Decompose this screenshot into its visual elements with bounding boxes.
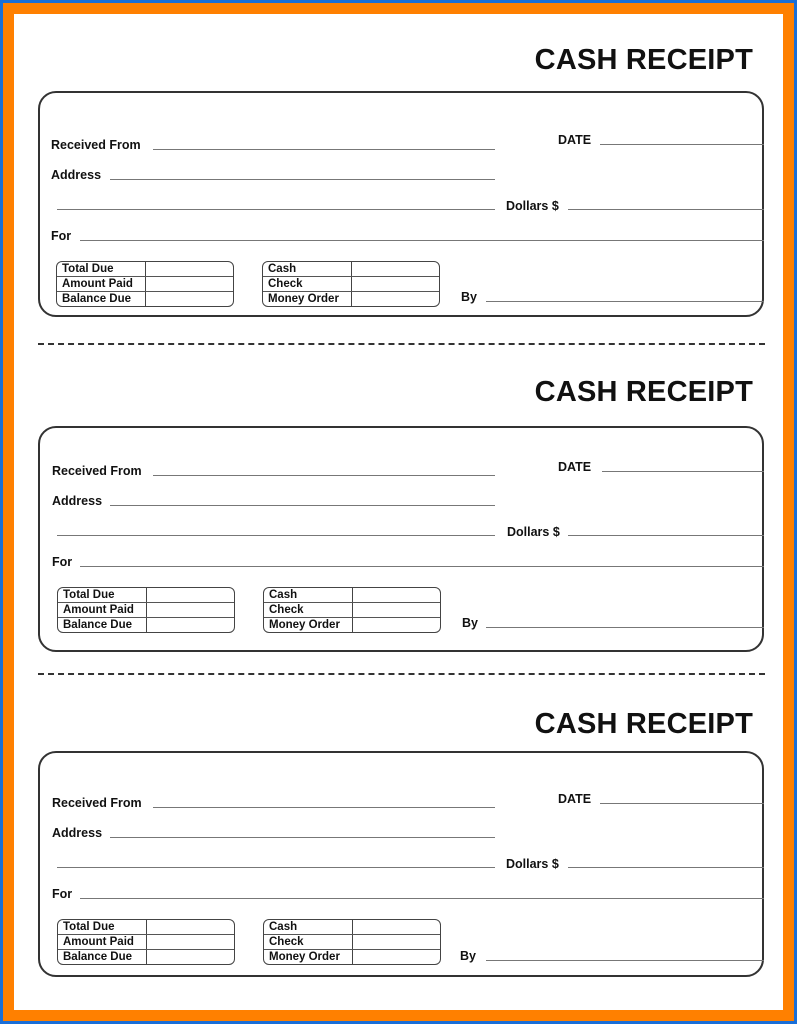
received-from-field[interactable]: [153, 807, 495, 808]
dollars-label: Dollars $: [507, 525, 560, 539]
dollars-label: Dollars $: [506, 857, 559, 871]
money-order-label: Money Order: [269, 951, 340, 963]
total-due-row: [58, 920, 234, 935]
money-order-row: [264, 950, 440, 965]
cash-input[interactable]: [353, 920, 440, 934]
address-field[interactable]: [110, 505, 495, 506]
by-label: By: [461, 290, 477, 304]
check-row: [264, 935, 440, 950]
receipt-title: CASH RECEIPT: [534, 376, 753, 408]
amount-paid-input[interactable]: [146, 277, 233, 291]
cash-label: Cash: [269, 921, 298, 933]
money-order-row: [263, 292, 439, 307]
for-label: For: [52, 555, 73, 569]
total-due-input[interactable]: [147, 588, 234, 602]
received-from-label: Received From: [51, 138, 141, 152]
cash-row: [264, 920, 440, 935]
check-input[interactable]: [353, 935, 440, 949]
receipt-box: [38, 426, 764, 652]
for-field[interactable]: [80, 240, 764, 241]
address-label: Address: [51, 168, 102, 182]
total-due-input[interactable]: [147, 920, 234, 934]
amount-paid-label: Amount Paid: [63, 604, 134, 616]
for-label: For: [51, 229, 72, 243]
receipt-box: [38, 91, 764, 317]
total-due-label: Total Due: [62, 263, 114, 275]
payment-method-table: [263, 919, 441, 965]
totals-table: [56, 261, 234, 307]
received-from-field[interactable]: [153, 149, 495, 150]
date-label: DATE: [558, 792, 592, 806]
amount-paid-input[interactable]: [147, 603, 234, 617]
receipt-2: [14, 346, 783, 646]
for-field[interactable]: [80, 566, 764, 567]
receipt-box: [38, 751, 764, 977]
cash-label: Cash: [269, 589, 298, 601]
address-field[interactable]: [110, 837, 495, 838]
receipt-title: CASH RECEIPT: [534, 44, 753, 76]
cash-input[interactable]: [353, 588, 440, 602]
balance-due-label: Balance Due: [63, 951, 133, 963]
for-label: For: [52, 887, 73, 901]
amount-paid-label: Amount Paid: [63, 936, 134, 948]
balance-due-row: [57, 292, 233, 307]
balance-due-label: Balance Due: [62, 293, 132, 305]
date-label: DATE: [558, 133, 592, 147]
check-label: Check: [268, 278, 303, 290]
by-field[interactable]: [486, 301, 764, 302]
totals-table: [57, 919, 235, 965]
total-due-label: Total Due: [63, 921, 115, 933]
cash-row: [263, 262, 439, 277]
receipt-1: [14, 14, 783, 314]
dollars-label: Dollars $: [506, 199, 559, 213]
cut-line: [38, 673, 765, 675]
check-row: [264, 603, 440, 618]
payment-method-table: [263, 587, 441, 633]
amount-paid-input[interactable]: [147, 935, 234, 949]
address-label: Address: [52, 494, 103, 508]
by-field[interactable]: [486, 960, 764, 961]
money-order-input[interactable]: [353, 618, 440, 633]
dollars-field[interactable]: [568, 209, 764, 210]
money-order-input[interactable]: [352, 292, 439, 307]
balance-due-label: Balance Due: [63, 619, 133, 631]
money-order-input[interactable]: [353, 950, 440, 965]
receipt-3: [14, 676, 783, 976]
balance-due-row: [58, 950, 234, 965]
money-order-label: Money Order: [268, 293, 339, 305]
address-label: Address: [52, 826, 103, 840]
check-row: [263, 277, 439, 292]
total-due-input[interactable]: [146, 262, 233, 276]
amount-paid-row: [58, 935, 234, 950]
for-field[interactable]: [80, 898, 764, 899]
amount-paid-row: [57, 277, 233, 292]
cash-row: [264, 588, 440, 603]
check-label: Check: [269, 604, 304, 616]
page: [14, 14, 783, 1010]
by-field[interactable]: [486, 627, 764, 628]
balance-due-input[interactable]: [147, 950, 234, 965]
balance-due-row: [58, 618, 234, 633]
received-from-field[interactable]: [153, 475, 495, 476]
total-due-row: [57, 262, 233, 277]
balance-due-input[interactable]: [147, 618, 234, 633]
dollars-field[interactable]: [568, 535, 764, 536]
check-input[interactable]: [352, 277, 439, 291]
received-from-label: Received From: [52, 464, 142, 478]
date-field[interactable]: [600, 144, 764, 145]
dollars-field[interactable]: [568, 867, 764, 868]
receipt-title: CASH RECEIPT: [534, 708, 753, 740]
address-field[interactable]: [110, 179, 495, 180]
total-due-row: [58, 588, 234, 603]
check-label: Check: [269, 936, 304, 948]
cut-line: [38, 343, 765, 345]
payment-method-table: [262, 261, 440, 307]
amount-paid-label: Amount Paid: [62, 278, 133, 290]
money-order-row: [264, 618, 440, 633]
total-due-label: Total Due: [63, 589, 115, 601]
address-line-2-field[interactable]: [57, 867, 495, 868]
orange-frame: [3, 3, 794, 1021]
received-from-label: Received From: [52, 796, 142, 810]
money-order-label: Money Order: [269, 619, 340, 631]
cash-label: Cash: [268, 263, 297, 275]
date-field[interactable]: [602, 471, 764, 472]
balance-due-input[interactable]: [146, 292, 233, 307]
totals-table: [57, 587, 235, 633]
address-line-2-field[interactable]: [57, 209, 495, 210]
cash-input[interactable]: [352, 262, 439, 276]
by-label: By: [462, 616, 478, 630]
date-label: DATE: [558, 460, 592, 474]
amount-paid-row: [58, 603, 234, 618]
check-input[interactable]: [353, 603, 440, 617]
date-field[interactable]: [600, 803, 764, 804]
by-label: By: [460, 949, 476, 963]
address-line-2-field[interactable]: [57, 535, 495, 536]
